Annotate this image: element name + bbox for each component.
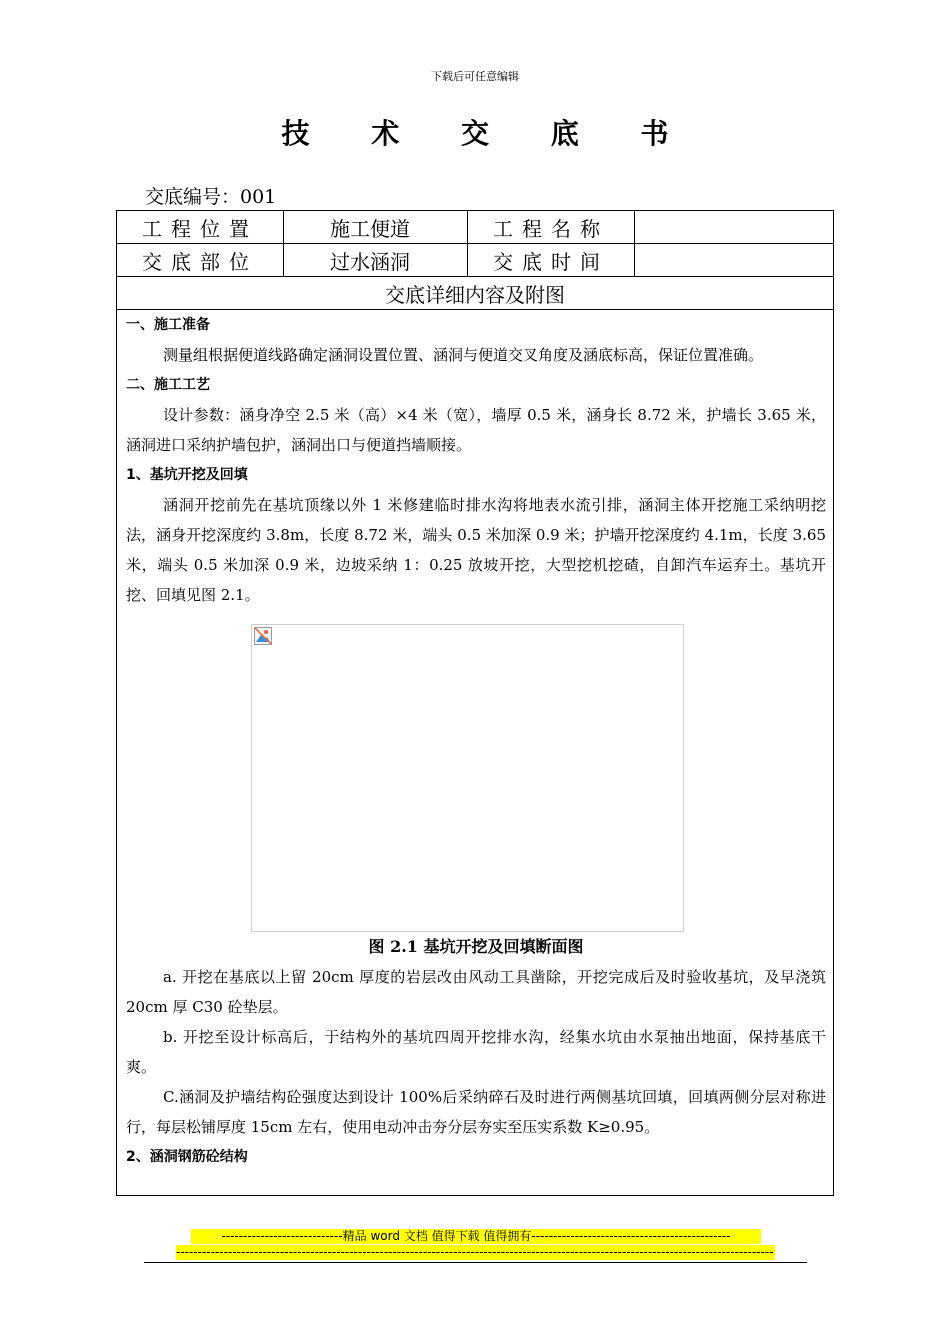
- value-project-name: [635, 211, 833, 243]
- table-row: [117, 277, 833, 310]
- section-heading: 2、涵洞钢筋砼结构: [126, 1149, 248, 1165]
- label-project-location: 工程位置: [117, 211, 284, 243]
- value-disclosure-time: [635, 244, 833, 276]
- disclosure-table: [116, 210, 834, 1196]
- document-number: 交底编号：001: [145, 186, 277, 208]
- detail-section-title: 交底详细内容及附图: [385, 282, 565, 307]
- broken-image-icon: [254, 627, 272, 645]
- section-heading: 1、基坑开挖及回填: [126, 467, 248, 483]
- footer-line: ------------------------------------------------------------------------------------------------------------------------------------------: [176, 1245, 774, 1259]
- table-row: [117, 211, 833, 244]
- paragraph: b. 开挖至设计标高后，于结构外的基坑四周开挖排水沟，经集水坑由水泵抽出地面，保持基底干爽。: [126, 1028, 826, 1076]
- paragraph: 设计参数：涵身净空 2.5 米（高）×4 米（宽），墙厚 0.5 米，涵身长 8.72 米，护墙长 3.65 米，涵洞进口采纳护墙包护，涵洞出口与便道挡墙顺接。: [126, 406, 826, 454]
- value-disclosure-part: 过水涵洞: [284, 244, 468, 276]
- detail-content: [126, 310, 826, 1172]
- table-row: [117, 244, 833, 277]
- figure-placeholder: [251, 624, 684, 932]
- section-heading: 二、施工工艺: [126, 377, 210, 393]
- paragraph: C.涵洞及护墙结构砼强度达到设计 100%后采纳碎石及时进行两侧基坑回填，回填两侧分层对称进行，每层松铺厚度 15cm 左右，使用电动冲击夯分层夯实至压实系数 K≥0.95。: [126, 1088, 826, 1136]
- paragraph: a. 开挖在基底以上留 20cm 厚度的岩层改由风动工具凿除，开挖完成后及时验收基坑，及早浇筑 20cm 厚 C30 砼垫层。: [126, 968, 826, 1016]
- label-disclosure-time: 交底时间: [468, 244, 635, 276]
- section-heading: 一、施工准备: [126, 317, 210, 333]
- bottom-divider: [144, 1262, 807, 1263]
- value-project-location: 施工便道: [284, 211, 468, 243]
- label-project-name: 工程名称: [468, 211, 635, 243]
- document-title: 技 术 交 底 书: [281, 117, 695, 150]
- header-note: 下载后可任意编辑: [431, 70, 519, 83]
- paragraph: 涵洞开挖前先在基坑顶缘以外 1 米修建临时排水沟将地表水流引排，涵洞主体开挖施工采纳明挖法，涵身开挖深度约 3.8m，长度 8.72 米，端头 0.5 米加深 0.9 米；护墙开挖深度约 4.1m，长度 3.65 米，端头 0.5 米加深 0.9 米，边坡采纳 1：0.25 放坡开挖，大型挖机挖碴，自卸汽车运弃土。基坑开挖、回填见图 2.1。: [126, 496, 826, 604]
- footer-line: ----------------------------精品 word 文档 值得下载 值得拥有----------------------------------------------: [191, 1229, 761, 1244]
- figure-caption: 图 2.1 基坑开挖及回填断面图: [368, 937, 584, 956]
- label-disclosure-part: 交底部位: [117, 244, 284, 276]
- paragraph: 测量组根据便道线路确定涵洞设置位置、涵洞与便道交叉角度及涵底标高，保证位置准确。: [163, 346, 764, 364]
